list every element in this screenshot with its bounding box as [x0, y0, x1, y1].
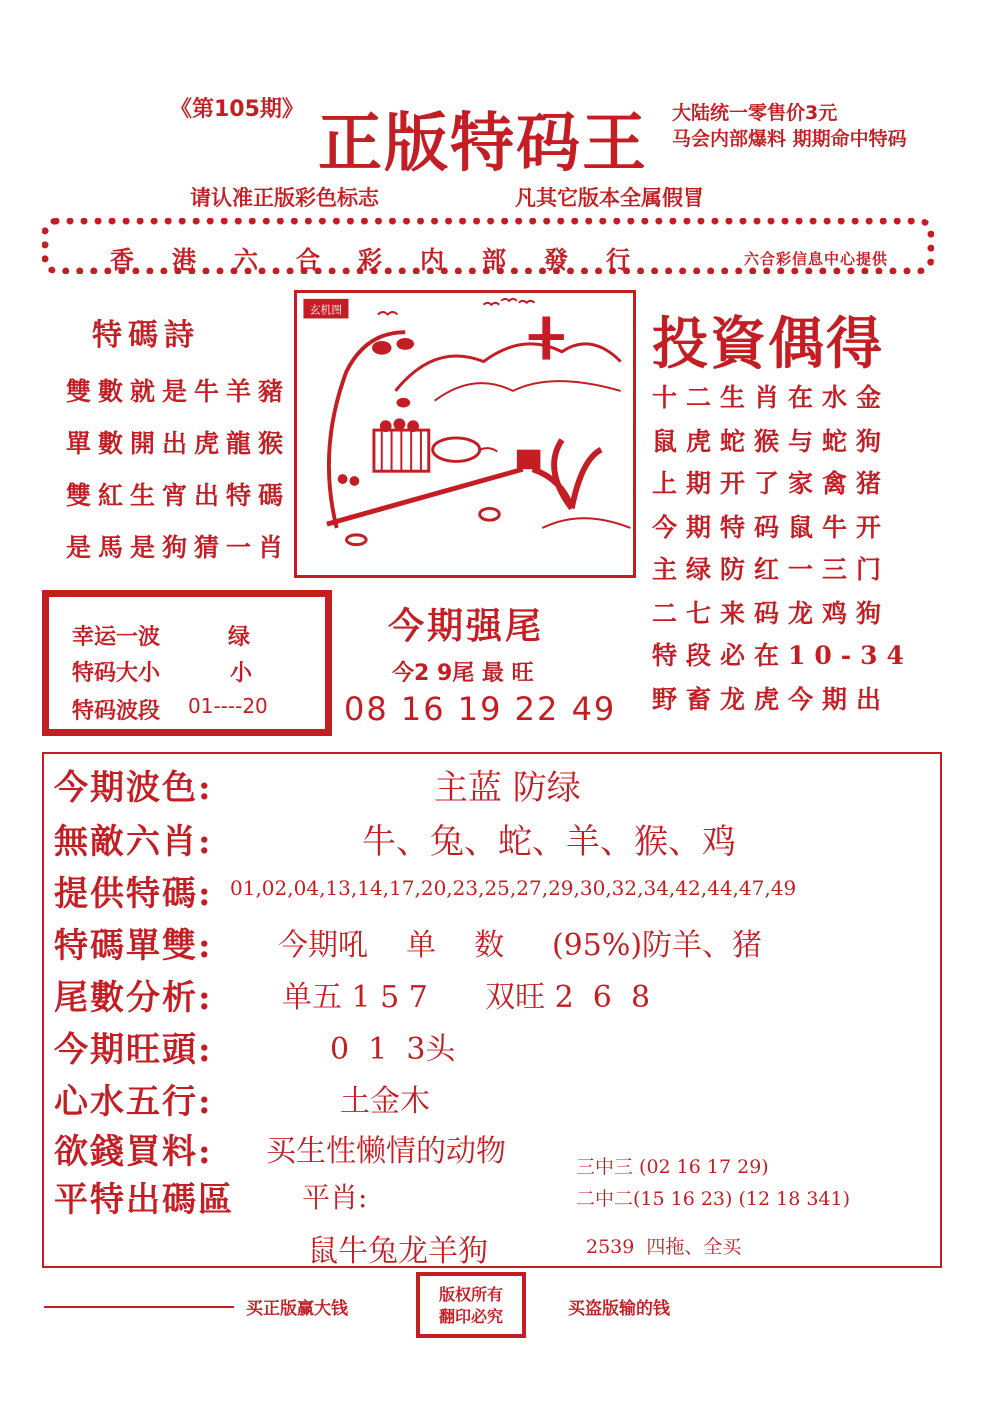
tail-analysis-label: 尾數分析:	[54, 978, 213, 1018]
hot-head-value: 0 1 3头	[330, 1032, 456, 1067]
copyright-box	[416, 1272, 526, 1338]
buy-info-value: 买生性懒情的动物	[266, 1134, 506, 1169]
poem-title: 特碼詩	[92, 318, 200, 353]
provided-numbers-value: 01,02,04,13,14,17,20,23,25,27,29,30,32,34,42,44,47,49	[230, 876, 797, 900]
issue-number: 《第105期》	[170, 97, 304, 122]
poem-line: 雙紅生宵出特碼	[66, 481, 291, 510]
lucky-wave-label: 幸运一波	[72, 625, 161, 650]
riddle-illustration	[294, 290, 636, 578]
invest-line: 鼠虎蛇猴与蛇狗	[652, 427, 891, 456]
invest-line: 二七来码龙鸡狗	[652, 599, 891, 628]
lucky-wave-value: 绿	[228, 625, 251, 650]
page-title: 正版特码王	[318, 106, 648, 181]
poem-line: 單數開出虎龍猴	[66, 429, 291, 458]
size-label: 特码大小	[72, 661, 161, 686]
combo-drag: 2539 四拖、全买	[586, 1236, 742, 1258]
five-elements-value: 土金木	[340, 1084, 430, 1119]
combo-three: 三中三 (02 16 17 29)	[576, 1156, 769, 1178]
invest-line: 上期开了家禽猪	[652, 469, 891, 498]
landscape-drawing	[297, 293, 633, 575]
wave-color-label: 今期波色:	[54, 768, 213, 808]
odd-even-value: 今期吼 单 数 (95%)防羊、猪	[278, 928, 763, 963]
buy-info-label: 欲錢買料:	[54, 1132, 213, 1172]
strong-tail-subtitle: 今2 9尾 最 旺	[392, 661, 534, 686]
wave-color-value: 主蓝 防绿	[434, 768, 581, 808]
combo-two: 二中二(15 16 23) (12 18 341)	[576, 1188, 850, 1210]
odd-even-label: 特碼單雙:	[54, 926, 213, 966]
size-value: 小	[230, 661, 253, 686]
six-zodiac-value: 牛、兔、蛇、羊、猴、鸡	[362, 822, 736, 862]
banner-title: 香港六合彩内部發行	[110, 245, 668, 274]
authentic-note-left: 请认准正版彩色标志	[190, 186, 379, 210]
flat-zodiac-label: 平肖:	[302, 1181, 368, 1214]
banner-provider: 六合彩信息中心提供	[744, 250, 889, 268]
segment-label: 特码波段	[72, 699, 161, 724]
hot-head-label: 今期旺頭:	[54, 1030, 213, 1070]
five-elements-label: 心水五行:	[54, 1082, 213, 1122]
invest-line: 主绿防红一三门	[652, 555, 891, 584]
invest-line: 特段必在10-34	[652, 641, 913, 670]
segment-value: 01----20	[188, 694, 268, 718]
flat-special-label: 平特出碼區	[54, 1180, 234, 1220]
tagline: 马会内部爆料 期期命中特码	[672, 128, 907, 150]
invest-title: 投資偶得	[652, 311, 884, 377]
authentic-note-right: 凡其它版本全属假冒	[515, 186, 704, 210]
footer-slogan-right: 买盗版输的钱	[568, 1299, 670, 1319]
footer-divider	[44, 1306, 234, 1308]
invest-line: 野畜龙虎今期出	[652, 685, 891, 714]
strong-tail-numbers: 08 16 19 22 49	[344, 690, 617, 728]
invest-line: 十二生肖在水金	[652, 383, 891, 412]
provided-numbers-label: 提供特碼:	[54, 874, 213, 914]
poem-line: 是馬是狗猜一肖	[66, 533, 291, 562]
price-note: 大陆统一零售价3元	[672, 102, 838, 124]
strong-tail-title: 今期强尾	[388, 605, 545, 647]
copyright-line: 版权所有	[438, 1285, 503, 1304]
copyright-line: 翻印必究	[438, 1307, 503, 1326]
flat-zodiac-value: 鼠牛兔龙羊狗	[308, 1234, 488, 1269]
footer-slogan-left: 买正版赢大钱	[246, 1299, 348, 1319]
invest-line: 今期特码鼠牛开	[652, 513, 891, 542]
tail-analysis-value: 单五 1 5 7 双旺 2 6 8	[282, 980, 651, 1015]
six-zodiac-label: 無敵六肖:	[54, 822, 213, 862]
poem-line: 雙數就是牛羊豬	[66, 377, 291, 406]
illustration-stamp: 玄机图	[309, 303, 343, 317]
